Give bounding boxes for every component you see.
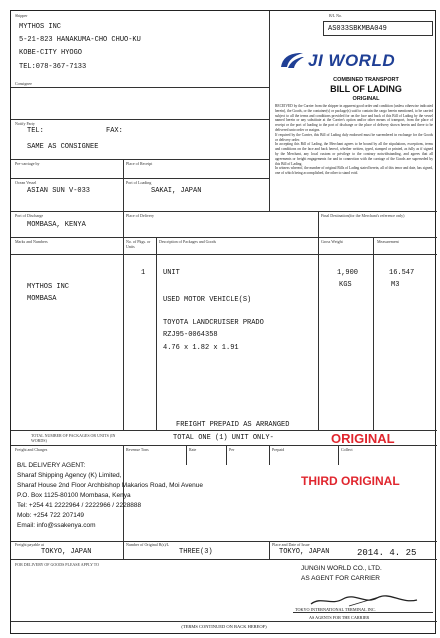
agent-line-3: P.O. Box 1125-80100 Mombasa, Kenya bbox=[17, 492, 131, 499]
line-payable bbox=[11, 541, 437, 542]
description-label: Description of Packages and Goods bbox=[159, 239, 217, 244]
third-original-stamp: THIRD ORIGINAL bbox=[301, 474, 400, 488]
collect-label: Collect bbox=[341, 447, 353, 452]
signature-as: AS AGENTS FOR THE CARRIER bbox=[309, 615, 370, 620]
notify-party-value: SAME AS CONSIGNEE bbox=[27, 143, 99, 151]
document-status: ORIGINAL bbox=[352, 96, 380, 102]
freight-payable-label: Freight payable at bbox=[15, 542, 44, 547]
vdiv-payable bbox=[123, 541, 124, 559]
line-delivery bbox=[11, 559, 437, 560]
final-destination-label: Final Destination(for the Merchant's reference only) bbox=[321, 213, 405, 218]
port-discharge-label: Port of Discharge bbox=[15, 213, 44, 218]
revenue-tons-label: Revenue Tons bbox=[126, 447, 149, 452]
shipper-name: MYTHOS INC bbox=[19, 23, 62, 31]
marks-label: Marks and Numbers bbox=[15, 239, 48, 244]
agent-title: B/L DELIVERY AGENT: bbox=[17, 462, 86, 469]
line-precarriage bbox=[11, 159, 269, 160]
num-original-label: Number of Original B(s)/L bbox=[126, 542, 170, 547]
ocean-vessel-label: Ocean Vessel bbox=[15, 180, 37, 185]
port-loading-label: Port of Loading bbox=[126, 180, 152, 185]
num-original-value: THREE(3) bbox=[179, 548, 213, 556]
line-vessel bbox=[11, 178, 269, 179]
vdiv-pkgs bbox=[156, 237, 157, 430]
prepaid-label: Prepaid bbox=[272, 447, 285, 452]
vdiv-mid bbox=[123, 159, 124, 237]
place-receipt-label: Place of Receipt bbox=[126, 161, 153, 166]
place-date-issue-label: Place and Date of Issue bbox=[272, 542, 310, 547]
signature-company: TOKYO INTERNATIONAL TERMINAL INC. bbox=[295, 607, 376, 612]
notify-party-label: Notify Party bbox=[15, 121, 35, 126]
place-delivery-label: Place of Delivery bbox=[126, 213, 154, 218]
freight-prepaid-note: FREIGHT PREPAID AS ARRANGED bbox=[176, 421, 290, 429]
vdiv-freight-2 bbox=[186, 445, 187, 465]
terms-paragraph-3: In accepting this Bill of Lading, the Merchant agrees to be bound by all the stipulations, exceptions, terms and conditions on the face and back hereof, whether written, typed, stamped or printed, as fully as if signed by the Merchant, any local custom or privilege to the contrary notwithstanding, and agrees that all agreements or freight engagements for and in connection with the carriage of the Goods are superseded by this Bill of Lading. bbox=[275, 142, 433, 166]
total-units-value: TOTAL ONE (1) UNIT ONLY- bbox=[173, 434, 274, 442]
measurement-unit: M3 bbox=[391, 281, 400, 289]
desc-unit: UNIT bbox=[163, 269, 180, 277]
freight-charges-label: Freight and Charges bbox=[15, 447, 48, 452]
vdiv-desc bbox=[318, 237, 319, 430]
line-consignee bbox=[11, 87, 269, 88]
desc-dimensions: 4.76 x 1.82 x 1.91 bbox=[163, 344, 239, 352]
vdiv-freight-5 bbox=[338, 445, 339, 465]
measurement-label: Measurement bbox=[377, 239, 399, 244]
top-divider bbox=[269, 11, 270, 211]
bl-no-label: B/L No. bbox=[329, 13, 342, 18]
port-discharge-value: MOMBASA, KENYA bbox=[27, 221, 86, 229]
carrier-as-agent: AS AGENT FOR CARRIER bbox=[301, 575, 380, 582]
consignee-label: Consignee bbox=[15, 81, 32, 86]
carrier-name: JUNGIN WORLD CO., LTD. bbox=[301, 565, 382, 572]
marks-line-1: MYTHOS INC bbox=[27, 283, 70, 291]
line-footer bbox=[11, 621, 437, 622]
agent-line-1: Sharaf Shipping Agency (K) Limited, bbox=[17, 472, 122, 479]
bl-number: AS033SBKMBA049 bbox=[328, 25, 387, 33]
agent-line-2: Sharaf House 2nd Floor Archbishop Makarios Road, Moi Avenue bbox=[17, 482, 203, 489]
terms-paragraph-2: If required by the Carrier, this Bill of Lading duly endorsed must be surrendered in exchange for the Goods or delivery order. bbox=[275, 132, 433, 142]
agent-line-6: Email: info@ssakenya.com bbox=[17, 522, 96, 529]
measurement-value: 16.547 bbox=[389, 269, 415, 277]
original-stamp: ORIGINAL bbox=[331, 431, 395, 446]
gross-weight-value: 1,900 bbox=[337, 269, 359, 277]
document-title: BILL OF LADING bbox=[330, 84, 402, 94]
total-packages-label: TOTAL NUMBER OF PACKAGES OR UNITS (IN WORDS) bbox=[31, 433, 116, 443]
vdiv-freight-4 bbox=[269, 445, 270, 465]
line-discharge bbox=[11, 211, 437, 212]
per-label: Per bbox=[229, 447, 235, 452]
rate-label: Rate bbox=[189, 447, 197, 452]
shipper-tel: TEL:078-367-7133 bbox=[19, 63, 87, 71]
freight-payable-value: TOKYO, JAPAN bbox=[41, 548, 92, 556]
delivery-apply-label: FOR DELIVERY OF GOODS PLEASE APPLY TO bbox=[15, 562, 100, 567]
desc-goods: USED MOTOR VEHICLE(S) bbox=[163, 296, 252, 304]
gross-weight-label: Gross Weight bbox=[321, 239, 343, 244]
marks-line-2: MOMBASA bbox=[27, 295, 57, 303]
shipper-address-2: KOBE-CITY HYOGO bbox=[19, 49, 83, 57]
bill-of-lading bbox=[10, 10, 436, 634]
brand-name: JI WORLD bbox=[308, 51, 396, 70]
date-issue-value: 2014. 4. 25 bbox=[357, 548, 417, 558]
terms-paragraph-4: In witness whereof, the number of original Bills of Lading stated herein, all of this tenor and date, has signed, one of which being accomplished, the other to stand void. bbox=[275, 166, 433, 176]
vdiv-freight-3 bbox=[226, 445, 227, 465]
shipper-address-1: 5-21-823 HANAKUMA-CHO CHUO-KU bbox=[19, 36, 141, 44]
shipper-label: Shipper bbox=[15, 13, 28, 18]
no-pkgs-label: No. of Pkgs. or Units bbox=[126, 239, 151, 249]
desc-model: TOYOTA LANDCRUISER PRADO bbox=[163, 319, 264, 327]
place-issue-value: TOKYO, JAPAN bbox=[279, 548, 330, 556]
vdiv-final bbox=[318, 211, 319, 237]
bl-number-box bbox=[323, 21, 433, 36]
vdiv-weight bbox=[373, 237, 374, 430]
agent-line-5: Mob: +254 722 207149 bbox=[17, 512, 85, 519]
brand-logo-icon bbox=[279, 51, 305, 71]
terms-footer: (TERMS CONTINUED ON BACK HEREOF) bbox=[181, 624, 267, 629]
pre-carriage-label: Pre-carriage by bbox=[15, 161, 40, 166]
port-loading-value: SAKAI, JAPAN bbox=[151, 187, 202, 195]
vdiv-originals bbox=[269, 541, 270, 559]
vdiv-marks bbox=[123, 237, 124, 430]
brand-subtitle: COMBINED TRANSPORT bbox=[333, 77, 399, 83]
desc-chassis: RZJ95-0064358 bbox=[163, 331, 218, 339]
no-pkgs-value: 1 bbox=[141, 269, 146, 277]
consignee-tel-label: TEL: bbox=[27, 127, 44, 135]
agent-line-4: Tel: +254 41 2222964 / 2222966 / 2228888 bbox=[17, 502, 142, 509]
gross-weight-unit: KGS bbox=[339, 281, 352, 289]
ocean-vessel-value: ASIAN SUN V-033 bbox=[27, 187, 91, 195]
terms-paragraph-1: RECEIVED by the Carrier from the shipper in apparent good order and condition (unless otherwise indicated herein), the Goods, or the container(s) or package(s) said to contain the cargo herein mentioned, to be carried subject to all the terms and conditions provided for on the face and back of this Bill of Lading by the vessel named herein or any substitute at the Carrier's option and/or other means of transport, from the place of receipt or the port of loading to the port of discharge or the place of delivery shown herein and there to be delivered unto order or assigns. bbox=[275, 104, 433, 132]
consignee-fax-label: FAX: bbox=[106, 127, 123, 135]
terms-block bbox=[275, 104, 433, 176]
line-notify bbox=[11, 119, 269, 120]
